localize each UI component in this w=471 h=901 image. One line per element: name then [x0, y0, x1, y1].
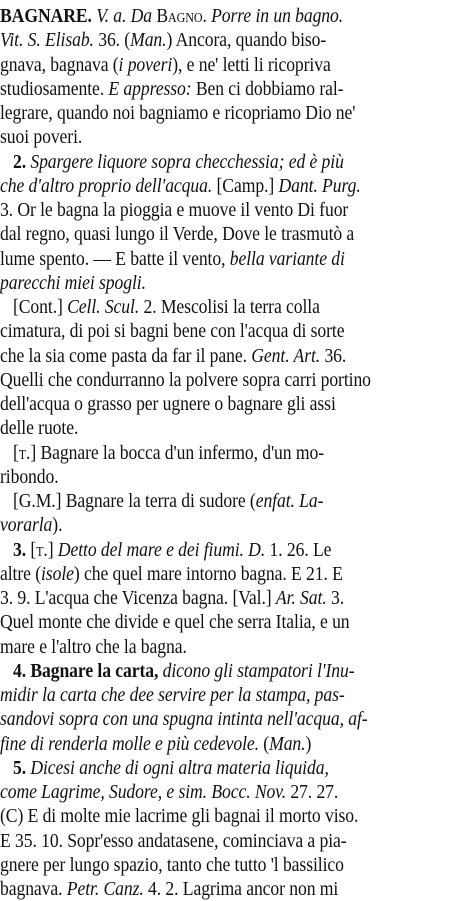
text-run: 36. ( — [93, 29, 131, 52]
text-line — [0, 635, 405, 659]
smallcaps-text: t. — [18, 441, 31, 464]
italic-text: Dant. Purg. — [278, 174, 361, 197]
italic-text: V. a. Da — [91, 5, 157, 27]
text-run: mare e l'altro che la bagna. — [0, 635, 187, 658]
text-line — [0, 198, 405, 222]
text-line — [0, 222, 405, 246]
text-run: Quelli che condurranno la polvere sopra carri portino — [0, 368, 371, 391]
text-line — [0, 368, 405, 392]
text-run: 2. Mescolisi la terra colla — [139, 296, 320, 318]
text-run: gnere per lungo spazio, tanto che tutto 'l bassilico — [0, 853, 344, 876]
text-line — [0, 416, 405, 440]
text-run: ribondo. — [0, 465, 59, 488]
smallcaps-text: Bagno — [156, 5, 203, 27]
italic-text: Ar. Sat. — [275, 587, 327, 609]
text-line — [0, 271, 405, 295]
italic-text: i poveri — [118, 53, 173, 76]
text-run: Ben ci dobbiamo ral- — [191, 77, 344, 100]
text-line — [0, 804, 405, 828]
text-line — [0, 610, 405, 634]
text-run: [ — [30, 538, 37, 561]
text-line — [0, 683, 405, 707]
bold-text: 4. Bagnare la carta, — [0, 659, 163, 682]
text-line — [0, 586, 405, 610]
text-run: E 35. 10. Sopr'esso andatasene, cominciava a pia- — [0, 829, 347, 852]
text-line — [0, 28, 405, 52]
text-run: ) che quel mare intorno bagna. E 21. E — [73, 562, 343, 585]
text-line — [0, 732, 405, 756]
text-line — [0, 392, 405, 416]
text-run: 3. 9. L'acqua che Vicenza bagna. [Val.] — [0, 587, 276, 609]
italic-text: fine di renderla molle e più cedevole. — [0, 732, 259, 755]
italic-text: Spargere liquore sopra checchessia; ed è più — [30, 150, 344, 173]
text-run: 27. 27. — [286, 781, 339, 803]
text-run: lume spento. — E batte il vento, — [0, 247, 230, 270]
text-line — [0, 489, 405, 513]
bold-text: 3. — [0, 538, 31, 561]
text-run: legrare, quando noi bagniamo e ricopriamo Dio ne' — [0, 102, 356, 124]
text-run: 36. — [320, 344, 347, 367]
text-line — [0, 562, 405, 586]
text-line — [0, 659, 405, 683]
text-run: 4. 2. Lagrima ancor non mi — [143, 878, 339, 900]
italic-text: isole — [40, 562, 74, 585]
italic-text: Cell. Scul. — [67, 296, 140, 318]
bold-text: 2. — [0, 150, 31, 173]
italic-text: enfat. La- — [255, 490, 324, 512]
italic-text: midir la carta che dee servire per la stampa, pas- — [0, 684, 345, 706]
text-run: 3. Or le bagna la pioggia e muove il vento Di fuor — [0, 199, 349, 221]
text-line — [0, 780, 405, 804]
text-line — [0, 877, 405, 901]
italic-text: Dicesi anche di ogni altra materia liquida, — [30, 756, 329, 779]
text-line — [0, 174, 405, 198]
text-run: Quel monte che divide e quel che serra Italia, e un — [0, 611, 350, 634]
text-line — [0, 853, 405, 877]
italic-text: Man. — [130, 29, 167, 52]
text-line — [0, 829, 405, 853]
text-line — [0, 77, 405, 101]
italic-text: Gent. Art. — [251, 344, 321, 367]
text-line — [0, 4, 405, 28]
text-line — [0, 125, 405, 149]
text-run: [Camp.] — [212, 174, 279, 197]
text-line — [0, 295, 405, 319]
text-run: cimatura, di poi si bagni bene con l'acqua di sorte — [0, 320, 345, 343]
text-line — [0, 101, 405, 125]
text-line — [0, 53, 405, 77]
italic-text: Man. — [269, 732, 306, 755]
text-line — [0, 707, 405, 731]
text-run: 3. — [326, 587, 345, 609]
text-run: ) Ancora, quando biso- — [166, 29, 327, 52]
italic-text: parecchi miei spogli. — [0, 271, 146, 294]
smallcaps-text: t. — [36, 538, 48, 561]
text-line — [0, 513, 405, 537]
text-line — [0, 150, 405, 174]
italic-text: sandovi sopra con una spugna intinta nell'acqua, af- — [0, 708, 368, 731]
italic-text: come Lagrime, Sudore, e sim. Bocc. Nov. — [0, 781, 287, 803]
text-run: altre ( — [0, 562, 41, 585]
text-run: suoi poveri. — [0, 126, 83, 149]
text-run: ( — [258, 732, 270, 755]
text-run: bagnava. — [0, 878, 67, 900]
text-run: che la sia come pasta da far il pane. — [0, 344, 252, 367]
italic-text: bella variante di — [229, 247, 345, 270]
text-line — [0, 538, 405, 562]
bold-text: 5. — [0, 756, 31, 779]
text-line — [0, 756, 405, 780]
text-line — [0, 319, 405, 343]
italic-text: vorarla — [0, 514, 53, 537]
text-line — [0, 247, 405, 271]
italic-text: che d'altro proprio dell'acqua. — [0, 174, 213, 197]
text-run: dell'acqua o grasso per ugnere o bagnare gli assi — [0, 393, 336, 415]
text-line — [0, 465, 405, 489]
italic-text: Vit. S. Elisab. — [0, 29, 94, 52]
bold-text: BAGNARE. — [0, 5, 92, 27]
text-line — [0, 344, 405, 368]
italic-text: Petr. Canz. — [66, 878, 144, 900]
text-run: [G.M.] Bagnare la terra di sudore ( — [0, 490, 256, 512]
text-run: 1. 26. Le — [265, 538, 332, 561]
text-line — [0, 441, 405, 465]
text-run: ] Bagnare la bocca d'un infermo, d'un mo- — [30, 441, 324, 464]
text-run: (C) E di molte mie lacrime gli bagnai il morto viso. — [0, 805, 359, 828]
italic-text: E appresso: — [108, 77, 192, 100]
text-run: ), e ne' letti li ricopriva — [172, 53, 331, 76]
text-run: . — [202, 5, 212, 27]
text-run: dal regno, quasi lungo il Verde, Dove le trasmutò a — [0, 223, 355, 246]
italic-text: dicono gli stampatori l'Inu- — [162, 659, 355, 682]
text-run: [ — [0, 441, 19, 464]
text-run: ). — [52, 514, 63, 537]
text-run: studiosamente. — [0, 77, 109, 100]
text-run: gnava, bagnava ( — [0, 53, 119, 76]
text-run: ] — [47, 538, 58, 561]
text-run: [Cont.] — [0, 296, 68, 318]
italic-text: Detto del mare e dei fiumi. D. — [57, 538, 266, 561]
text-run: ) — [305, 732, 312, 755]
italic-text: Porre in un bagno. — [211, 5, 344, 27]
text-run: delle ruote. — [0, 417, 79, 440]
